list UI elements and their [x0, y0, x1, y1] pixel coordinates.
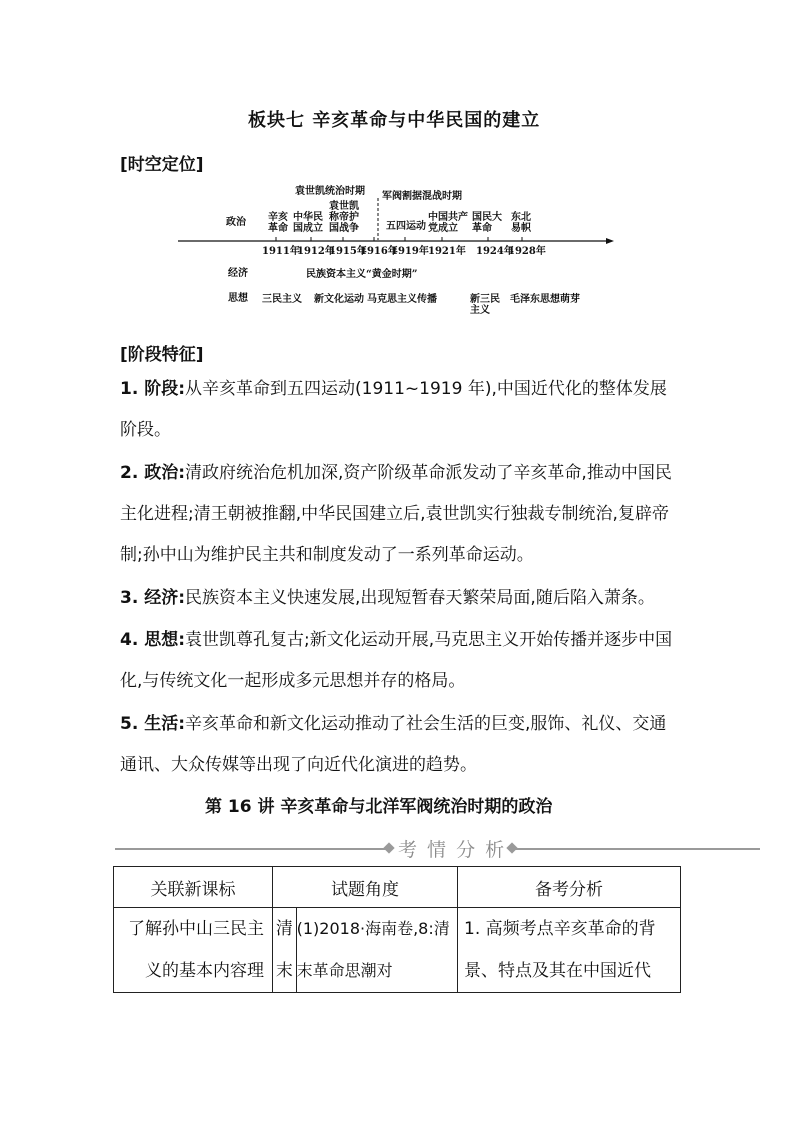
section-heading-stage: [阶段特征]: [120, 345, 204, 365]
table-row: [114, 908, 681, 993]
table-header-cell: 备考分析: [458, 867, 681, 908]
table-cell-analysis: 1. 高频考点辛亥革命的背景、特点及其在中国近代: [458, 908, 681, 993]
table-cell-angle: (1)2018·海南卷,8:清末革命思潮对: [296, 908, 457, 993]
banner-text: 考 情 分 析: [398, 839, 507, 861]
event-xinhai: 辛亥 革命: [268, 212, 288, 234]
feature-label: 3. 经济:: [120, 588, 186, 608]
year-label: 1921年: [428, 246, 466, 257]
year-label: 1928年: [508, 246, 546, 257]
year-label: 1924年: [476, 246, 514, 257]
section-heading-timeline: [时空定位]: [120, 155, 204, 175]
year-label: 1916年: [360, 246, 398, 257]
lecture-title: 第 16 讲 辛亥革命与北洋军阀统治时期的政治: [205, 797, 553, 817]
timeline-axis-svg: [0, 0, 794, 330]
year-label: 1911年: [262, 246, 300, 257]
event-northeast-flag: 东北 易帜: [511, 212, 531, 234]
thought-new-culture: 新文化运动: [314, 294, 364, 305]
year-label: 1919年: [391, 246, 429, 257]
feature-item: [120, 704, 680, 786]
thought-new-three-principles: 新三民 主义: [470, 294, 500, 316]
feature-item: [120, 620, 680, 702]
thought-three-principles: 三民主义: [262, 294, 302, 305]
timeline-arrowhead: [606, 238, 614, 244]
year-label: 1912年: [297, 246, 335, 257]
feature-text: 清政府统治危机加深,资产阶级革命派发动了辛亥革命,推动中国民主化进程;清王朝被推翻,中华民国建立后,袁世凯实行独裁专制统治,复辟帝制;孙中山为维护民主共和制度发动了一系列革命运动。: [120, 463, 672, 565]
feature-text: 从辛亥革命到五四运动(1911~1919 年),中国近代化的整体发展阶段。: [120, 379, 667, 440]
feature-label: 4. 思想:: [120, 630, 186, 650]
table-header-row: [114, 867, 681, 908]
table-header-cell: 关联新课标: [114, 867, 273, 908]
feature-label: 2. 政治:: [120, 463, 186, 483]
event-national-revolution: 国民大 革命: [472, 212, 502, 234]
period-yuan-label: 袁世凯统治时期: [295, 186, 365, 197]
event-anti-yuan: 袁世凯 称帝护 国战争: [329, 201, 359, 234]
row-label-politics: 政治: [226, 217, 246, 228]
table-cell-standard: 了解孙中山三民主义的基本内容理: [114, 908, 273, 993]
period-warlord-label: 军阀割据混战时期: [382, 191, 462, 202]
feature-text: 辛亥革命和新文化运动推动了社会生活的巨变,服饰、礼仪、交通通讯、大众传媒等出现了向近代化演进的趋势。: [120, 714, 667, 775]
page-title: 板块七 辛亥革命与中华民国的建立: [248, 110, 541, 131]
event-roc-founded: 中华民 国成立: [293, 212, 323, 234]
feature-item: [120, 369, 680, 451]
feature-item: [120, 453, 680, 576]
year-label: 1915年: [329, 246, 367, 257]
row-label-economy: 经济: [228, 268, 248, 279]
table-cell-angle-tag: 清末: [273, 908, 297, 993]
banner-diamond-left: [383, 842, 394, 853]
banner-line-right: [513, 848, 760, 850]
feature-text: 袁世凯尊孔复古;新文化运动开展,马克思主义开始传播并逐步中国化,与传统文化一起形成多元思想并存的格局。: [120, 630, 673, 691]
analysis-table: [113, 866, 681, 993]
economy-text: 民族资本主义“黄金时期”: [306, 269, 418, 280]
feature-text: 民族资本主义快速发展,出现短暂春天繁荣局面,随后陷入萧条。: [185, 588, 655, 608]
event-may-fourth: 五四运动: [386, 221, 426, 232]
row-label-thought: 思想: [228, 293, 248, 304]
feature-label: 5. 生活:: [120, 714, 186, 734]
banner-line-left: [115, 848, 390, 850]
table-header-cell: 试题角度: [273, 867, 458, 908]
event-ccp-founded: 中国共产 党成立: [428, 212, 468, 234]
thought-marxism: 马克思主义传播: [367, 294, 437, 305]
thought-mao: 毛泽东思想萌芽: [510, 294, 580, 305]
feature-item: [120, 578, 680, 619]
feature-label: 1. 阶段:: [120, 379, 186, 399]
